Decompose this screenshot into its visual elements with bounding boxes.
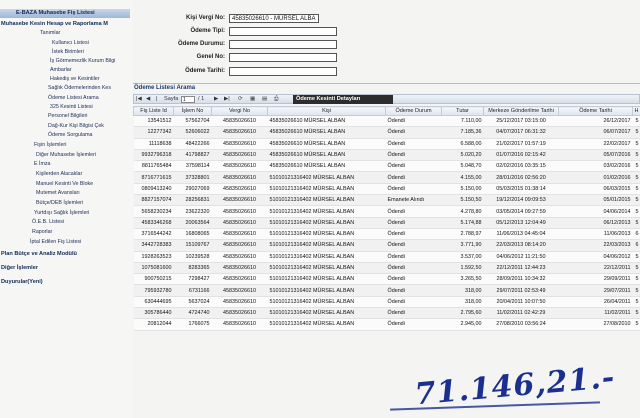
table-cell: 01/07/2016 02:15:42 bbox=[484, 149, 559, 160]
export-pdf-icon[interactable]: ▤ bbox=[262, 96, 268, 102]
table-cell: Ödendi bbox=[386, 116, 442, 127]
sidebar-item[interactable]: Diğer Muhasebe İşlemleri bbox=[36, 152, 97, 158]
table-cell: 45835026610 bbox=[212, 228, 268, 239]
table-cell: 29/07/2011 02:53:49 bbox=[484, 285, 559, 296]
table-cell: 45835026610 MÜRSEL ALBAN bbox=[268, 116, 386, 127]
table-cell: 37328801 bbox=[174, 172, 212, 183]
table-cell: Ödendi bbox=[386, 149, 442, 160]
table-cell: 45835026610 bbox=[212, 116, 268, 127]
table-cell: 45835026610 bbox=[212, 172, 268, 183]
column-header[interactable]: H bbox=[633, 107, 640, 116]
table-cell: Ödendi bbox=[386, 274, 442, 285]
table-cell: 45835026610 bbox=[212, 308, 268, 319]
table-cell: 5 bbox=[633, 296, 640, 307]
table-row[interactable] bbox=[134, 251, 640, 262]
table-cell: 0809413240 bbox=[134, 183, 174, 194]
table-cell: 51010121316402 MÜRSEL ALBAN bbox=[268, 172, 386, 183]
table-cell: 25/12/2017 03:15:00 bbox=[484, 116, 559, 127]
table-row[interactable] bbox=[134, 138, 640, 149]
sidebar-item[interactable]: Mutemet Avansları bbox=[36, 190, 80, 196]
table-cell: 45835026610 bbox=[212, 285, 268, 296]
table-cell: 45835026610 bbox=[212, 183, 268, 194]
table-cell: 5 bbox=[633, 161, 640, 172]
table-cell: Ödendi bbox=[386, 262, 442, 273]
table-cell: 4.278,80 bbox=[442, 206, 484, 217]
last-page-icon[interactable]: ▶| bbox=[224, 96, 230, 102]
table-cell: 37598114 bbox=[174, 161, 212, 172]
table-cell: Ödendi bbox=[386, 251, 442, 262]
table-cell: 1075081600 bbox=[134, 262, 174, 273]
table-cell: Ödendi bbox=[386, 285, 442, 296]
table-cell: Ödendi bbox=[386, 172, 442, 183]
table-row[interactable] bbox=[134, 172, 640, 183]
table-cell: 5 bbox=[633, 217, 640, 228]
form-field-label: Kişi Vergi No: bbox=[185, 15, 225, 21]
handwritten-total: 71.146,21.- bbox=[413, 359, 617, 413]
table-cell: 5 bbox=[633, 285, 640, 296]
sidebar-item[interactable]: Plan Bütçe ve Analiz Modülü bbox=[1, 251, 77, 257]
sidebar-item[interactable]: Manuel Kesinti Ve Bloke bbox=[36, 181, 94, 187]
table-cell: Ödendi bbox=[386, 127, 442, 138]
table-cell: 5 bbox=[633, 251, 640, 262]
table-cell: 5658230234 bbox=[134, 206, 174, 217]
table-cell: Ödendi bbox=[386, 206, 442, 217]
table-cell: 13541512 bbox=[134, 116, 174, 127]
table-cell: 05/03/2015 01:38:14 bbox=[484, 183, 559, 194]
payment-table bbox=[133, 106, 640, 331]
form-field-label: Ödeme Tipi: bbox=[190, 28, 225, 34]
table-row[interactable] bbox=[134, 206, 640, 217]
table-cell: 02/02/2016 03:35:15 bbox=[484, 161, 559, 172]
table-cell: 7.110,00 bbox=[442, 116, 484, 127]
table-cell: 52606022 bbox=[174, 127, 212, 138]
table-cell: 11/06/2013 04:45:04 bbox=[484, 228, 559, 239]
sidebar-item[interactable]: Fişin İşlemleri bbox=[34, 142, 67, 148]
table-cell: 29/07/2011 bbox=[559, 285, 633, 296]
table-cell: 8827157074 bbox=[134, 195, 174, 206]
table-cell: 7.185,36 bbox=[442, 127, 484, 138]
sidebar-item[interactable]: Yurtdışı Sağlık İşlemleri bbox=[34, 210, 90, 216]
table-cell: 45835026610 bbox=[212, 217, 268, 228]
table-cell: 51010121316402 MÜRSEL ALBAN bbox=[268, 183, 386, 194]
table-cell: 11/02/2011 bbox=[559, 308, 633, 319]
table-cell: 29027069 bbox=[174, 183, 212, 194]
table-row[interactable] bbox=[134, 161, 640, 172]
table-cell: 01/02/2016 bbox=[559, 172, 633, 183]
sidebar-header[interactable]: E-BAZA Muhasebe Fiş Listesi bbox=[0, 9, 130, 18]
table-cell: Ödendi bbox=[386, 308, 442, 319]
table-cell: 26/04/2011 bbox=[559, 296, 633, 307]
column-header[interactable]: İşlem No bbox=[174, 107, 212, 116]
table-cell: 05/12/2013 12:04:49 bbox=[484, 217, 559, 228]
column-header[interactable]: Ödeme Durum bbox=[386, 107, 442, 116]
table-cell: 45835026610 bbox=[212, 296, 268, 307]
table-cell: 05/07/2016 bbox=[559, 149, 633, 160]
table-cell: Ödendi bbox=[386, 161, 442, 172]
table-cell: 5 bbox=[633, 262, 640, 273]
form-field-label: Genel No: bbox=[196, 54, 225, 60]
table-cell: 4724740 bbox=[174, 308, 212, 319]
table-cell: 28256831 bbox=[174, 195, 212, 206]
sidebar-item[interactable]: Tanımlar bbox=[40, 30, 61, 36]
sidebar-item[interactable]: Kişilerden Alacaklar bbox=[36, 171, 83, 177]
form-field-input[interactable]: 45835026610 - MÜRSEL ALBA bbox=[229, 14, 319, 23]
table-cell: 5637024 bbox=[174, 296, 212, 307]
page-number-input[interactable]: 1 bbox=[181, 96, 195, 103]
table-cell: 20/04/2011 10:07:50 bbox=[484, 296, 559, 307]
sidebar-item[interactable]: Diğer İşlemler bbox=[1, 265, 38, 271]
table-cell: 5 bbox=[633, 274, 640, 285]
table-cell: Ödendi bbox=[386, 228, 442, 239]
table-cell: 45835026610 MÜRSEL ALBAN bbox=[268, 127, 386, 138]
sidebar-item[interactable]: Ödeme Listesi Arama bbox=[48, 95, 99, 101]
table-cell: 51010121316402 MÜRSEL ALBAN bbox=[268, 206, 386, 217]
table-row[interactable] bbox=[134, 195, 640, 206]
first-page-icon[interactable]: |◀ bbox=[136, 96, 142, 102]
table-row[interactable] bbox=[134, 308, 640, 319]
table-row[interactable] bbox=[134, 127, 640, 138]
table-cell: 45835026610 bbox=[212, 319, 268, 330]
table-header-row bbox=[134, 107, 640, 116]
column-header[interactable]: Tutar bbox=[442, 107, 484, 116]
table-cell: 900750215 bbox=[134, 274, 174, 285]
table-cell: 5 bbox=[633, 183, 640, 194]
table-cell: 3716544242 bbox=[134, 228, 174, 239]
table-cell: 6 bbox=[633, 228, 640, 239]
table-cell: 2.788,97 bbox=[442, 228, 484, 239]
table-cell: 45835026610 bbox=[212, 274, 268, 285]
table-row[interactable] bbox=[134, 285, 640, 296]
table-cell: 45835026610 MÜRSEL ALBAN bbox=[268, 161, 386, 172]
column-header[interactable]: Ödeme Tarihi bbox=[559, 107, 633, 116]
table-cell: 2.945,00 bbox=[442, 319, 484, 330]
sidebar-item[interactable]: Raporlar bbox=[32, 229, 53, 235]
table-cell: 22/03/2013 bbox=[559, 240, 633, 251]
sidebar-item[interactable]: Hakediş ve Kesintiler bbox=[50, 76, 100, 82]
form-field-input[interactable] bbox=[229, 53, 337, 62]
table-cell: 10239528 bbox=[174, 251, 212, 262]
form-field-input[interactable] bbox=[229, 67, 337, 76]
export-excel-icon[interactable]: ▦ bbox=[250, 96, 256, 102]
table-row[interactable] bbox=[134, 149, 640, 160]
section-title: Ödeme Listesi Arama bbox=[133, 83, 640, 92]
table-cell: 29/09/2011 bbox=[559, 274, 633, 285]
sidebar-item[interactable]: 325 Kesinti Listesi bbox=[50, 104, 93, 110]
table-cell: 16808065 bbox=[174, 228, 212, 239]
search-form bbox=[133, 0, 640, 80]
table-cell: Ödendi bbox=[386, 296, 442, 307]
table-row[interactable] bbox=[134, 296, 640, 307]
form-field-input[interactable] bbox=[229, 27, 337, 36]
page-count: / 1 bbox=[198, 96, 205, 102]
sidebar-item[interactable]: Dağ-Kur Kişi Bilgisi Çek bbox=[48, 123, 104, 129]
table-row[interactable] bbox=[134, 183, 640, 194]
column-header[interactable]: Kişi bbox=[268, 107, 386, 116]
sidebar-item[interactable]: Muhasebe Kesin Hesap ve Raporlama M bbox=[1, 21, 108, 27]
column-header[interactable]: Vergi No bbox=[212, 107, 268, 116]
table-row[interactable] bbox=[134, 228, 640, 239]
table-cell: 45835026610 MÜRSEL ALBAN bbox=[268, 149, 386, 160]
table-cell: 5.020,20 bbox=[442, 149, 484, 160]
table-cell: 8716771615 bbox=[134, 172, 174, 183]
sidebar-item[interactable]: Kullanıcı Listesi bbox=[52, 40, 89, 46]
form-field-label: Ödeme Tarihi: bbox=[185, 68, 225, 74]
table-cell: 27/08/2010 03:56:24 bbox=[484, 319, 559, 330]
table-cell: 45835026610 bbox=[212, 149, 268, 160]
sidebar-item[interactable]: İstek Birimleri bbox=[52, 49, 84, 55]
table-cell: Ödendi bbox=[386, 138, 442, 149]
table-cell: 3.537,00 bbox=[442, 251, 484, 262]
table-cell: 45835026610 MÜRSEL ALBAN bbox=[268, 138, 386, 149]
table-cell: 1928263523 bbox=[134, 251, 174, 262]
table-cell: 318,00 bbox=[442, 285, 484, 296]
table-row[interactable] bbox=[134, 274, 640, 285]
table-cell: 51010121316402 MÜRSEL ALBAN bbox=[268, 319, 386, 330]
table-cell: 7298427 bbox=[174, 274, 212, 285]
table-cell: 5.048,70 bbox=[442, 161, 484, 172]
table-cell: 4583346268 bbox=[134, 217, 174, 228]
table-cell: 5 bbox=[633, 195, 640, 206]
table-cell: 04/06/2012 11:21:50 bbox=[484, 251, 559, 262]
table-cell: 11118638 bbox=[134, 138, 174, 149]
table-cell: 28/01/2016 02:56:20 bbox=[484, 172, 559, 183]
table-cell: 51010121316402 MÜRSEL ALBAN bbox=[268, 228, 386, 239]
table-cell: 20063564 bbox=[174, 217, 212, 228]
table-row[interactable] bbox=[134, 262, 640, 273]
table-cell: 15109767 bbox=[174, 240, 212, 251]
table-cell: Ödendi bbox=[386, 319, 442, 330]
sidebar-item[interactable]: Ambarlar bbox=[50, 67, 72, 73]
table-cell: 04/06/2014 bbox=[559, 206, 633, 217]
table-cell: 20812044 bbox=[134, 319, 174, 330]
toolbar-separator: | bbox=[156, 96, 158, 102]
sidebar-item[interactable]: İş Görmemezlik Kurum Bilgi bbox=[50, 58, 116, 64]
table-cell: 5.174,88 bbox=[442, 217, 484, 228]
table-cell: 51010121316402 MÜRSEL ALBAN bbox=[268, 296, 386, 307]
table-cell: 1766075 bbox=[174, 319, 212, 330]
table-cell: 05/01/2015 bbox=[559, 195, 633, 206]
table-cell: 45835026610 bbox=[212, 127, 268, 138]
table-cell: 3.771,90 bbox=[442, 240, 484, 251]
table-cell: 21/02/2017 01:57:19 bbox=[484, 138, 559, 149]
table-cell: 23622320 bbox=[174, 206, 212, 217]
table-cell: Ödendi bbox=[386, 217, 442, 228]
table-cell: 11/06/2013 bbox=[559, 228, 633, 239]
table-cell: 57562704 bbox=[174, 116, 212, 127]
form-field-label: Ödeme Durumu: bbox=[177, 41, 225, 47]
sidebar bbox=[0, 0, 133, 418]
table-cell: 6 bbox=[633, 240, 640, 251]
table-cell: 9932796318 bbox=[134, 149, 174, 160]
sidebar-item[interactable]: Personel Bilgileri bbox=[48, 113, 88, 119]
table-cell: 19/12/2014 09:09:53 bbox=[484, 195, 559, 206]
table-cell: 22/12/2011 12:44:23 bbox=[484, 262, 559, 273]
table-cell: 8811765484 bbox=[134, 161, 174, 172]
table-body bbox=[134, 116, 640, 331]
deduction-details-button[interactable]: Ödeme Kesinti Detayları bbox=[293, 95, 393, 104]
form-field-input[interactable] bbox=[229, 40, 337, 49]
table-cell: 28/09/2011 10:34:32 bbox=[484, 274, 559, 285]
table-cell: 45835026610 bbox=[212, 138, 268, 149]
table-cell: 5 bbox=[633, 138, 640, 149]
print-icon[interactable]: ⎙ bbox=[274, 96, 279, 102]
table-cell: 51010121316402 MÜRSEL ALBAN bbox=[268, 285, 386, 296]
table-cell: 5 bbox=[633, 319, 640, 330]
table-cell: 4.155,00 bbox=[442, 172, 484, 183]
page-label: Sayfa bbox=[164, 96, 179, 102]
sidebar-item[interactable]: E İmza bbox=[34, 161, 51, 167]
sidebar-item[interactable]: Bütçe/DEB İşlemleri bbox=[36, 200, 84, 206]
table-cell: 45835026610 bbox=[212, 161, 268, 172]
table-cell: 5.150,00 bbox=[442, 183, 484, 194]
column-header[interactable]: Merkeze Gönderilme Tarihi bbox=[484, 107, 559, 116]
table-cell: 51010121316402 MÜRSEL ALBAN bbox=[268, 274, 386, 285]
table-cell: 3.265,50 bbox=[442, 274, 484, 285]
table-cell: 51010121316402 MÜRSEL ALBAN bbox=[268, 308, 386, 319]
table-cell: 5 bbox=[633, 172, 640, 183]
table-cell: 1.592,50 bbox=[442, 262, 484, 273]
column-header[interactable]: Fiş Liste Id bbox=[134, 107, 174, 116]
table-cell: 45835026610 bbox=[212, 206, 268, 217]
table-cell: 04/07/2017 06:31:32 bbox=[484, 127, 559, 138]
sidebar-item[interactable]: Sağlık Ödemelerinden Kes bbox=[48, 85, 112, 91]
sidebar-item[interactable]: İptal Edilen Fiş Listesi bbox=[30, 239, 82, 245]
table-cell: 12277342 bbox=[134, 127, 174, 138]
table-cell: 5 bbox=[633, 308, 640, 319]
table-cell: 630444695 bbox=[134, 296, 174, 307]
table-cell: 45835026610 bbox=[212, 195, 268, 206]
sidebar-item[interactable]: Duyurular(Yeni) bbox=[1, 279, 43, 285]
table-cell: 5 bbox=[633, 127, 640, 138]
table-cell: 51010121316402 MÜRSEL ALBAN bbox=[268, 240, 386, 251]
sidebar-item[interactable]: Ödeme Sorgulama bbox=[48, 132, 93, 138]
table-cell: Emanete Alındı bbox=[386, 195, 442, 206]
table-cell: 45835026610 bbox=[212, 262, 268, 273]
table-cell: 04/06/2012 bbox=[559, 251, 633, 262]
table-cell: 11/02/2011 02:42:29 bbox=[484, 308, 559, 319]
table-cell: 03/02/2016 bbox=[559, 161, 633, 172]
table-cell: 6731166 bbox=[174, 285, 212, 296]
sidebar-item[interactable]: Ö.E.B. Listesi bbox=[32, 219, 65, 225]
table-cell: 2.795,60 bbox=[442, 308, 484, 319]
table-row[interactable] bbox=[134, 240, 640, 251]
next-page-icon[interactable]: ▶ bbox=[214, 96, 219, 102]
table-cell: 22/12/2011 bbox=[559, 262, 633, 273]
table-cell: 795932780 bbox=[134, 285, 174, 296]
table-cell: 5.150,50 bbox=[442, 195, 484, 206]
table-cell: 06/07/2017 bbox=[559, 127, 633, 138]
table-cell: 41798827 bbox=[174, 149, 212, 160]
table-cell: 03/05/2014 09:27:59 bbox=[484, 206, 559, 217]
table-cell: Ödendi bbox=[386, 240, 442, 251]
table-cell: 48422266 bbox=[174, 138, 212, 149]
table-cell: 26/12/2017 bbox=[559, 116, 633, 127]
refresh-icon[interactable]: ⟳ bbox=[238, 96, 243, 102]
table-cell: 8283365 bbox=[174, 262, 212, 273]
table-cell: 318,00 bbox=[442, 296, 484, 307]
table-cell: 22/03/2013 08:14:20 bbox=[484, 240, 559, 251]
table-cell: 51010121316402 MÜRSEL ALBAN bbox=[268, 217, 386, 228]
table-cell: 305786440 bbox=[134, 308, 174, 319]
table-row[interactable] bbox=[134, 319, 640, 330]
table-cell: 3442728383 bbox=[134, 240, 174, 251]
table-row[interactable] bbox=[134, 116, 640, 127]
table-cell: 5 bbox=[633, 149, 640, 160]
table-row[interactable] bbox=[134, 217, 640, 228]
table-cell: 27/08/2010 bbox=[559, 319, 633, 330]
table-cell: 06/03/2015 bbox=[559, 183, 633, 194]
table-cell: 22/02/2017 bbox=[559, 138, 633, 149]
table-cell: 5 bbox=[633, 116, 640, 127]
table-cell: 45835026610 bbox=[212, 251, 268, 262]
table-cell: 45835026610 bbox=[212, 240, 268, 251]
table-cell: 51010121316402 MÜRSEL ALBAN bbox=[268, 251, 386, 262]
table-cell: 06/12/2013 bbox=[559, 217, 633, 228]
table-cell: 51010121316402 MÜRSEL ALBAN bbox=[268, 262, 386, 273]
table-cell: Ödendi bbox=[386, 183, 442, 194]
table-cell: 51010121316402 MÜRSEL ALBAN bbox=[268, 195, 386, 206]
grid-toolbar bbox=[133, 94, 640, 104]
prev-page-icon[interactable]: ◀ bbox=[146, 96, 151, 102]
table-cell: 5 bbox=[633, 206, 640, 217]
table-cell: 6.588,00 bbox=[442, 138, 484, 149]
